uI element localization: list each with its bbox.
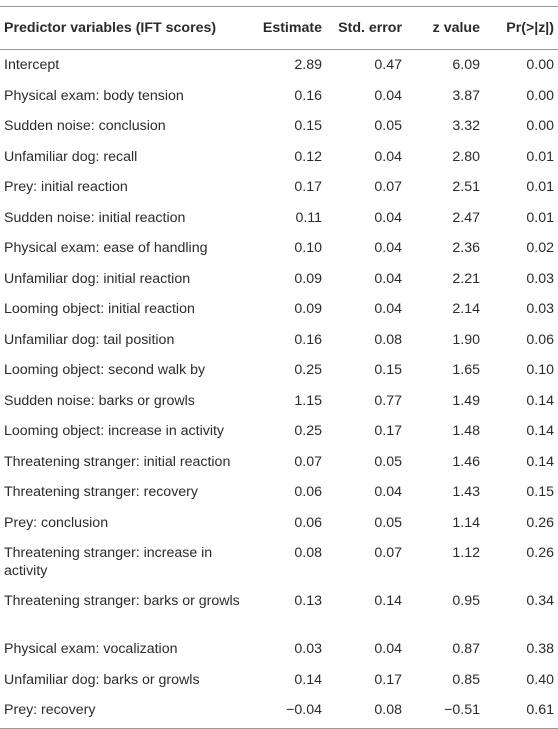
cell-estimate: 0.08 xyxy=(294,545,322,561)
cell-estimate: 0.06 xyxy=(294,514,322,531)
table-header xyxy=(0,7,558,50)
regression-table xyxy=(0,6,558,729)
table-body xyxy=(0,50,558,729)
table-row xyxy=(0,235,558,266)
cell-p-value: 0.03 xyxy=(526,270,554,287)
cell-z-value: 1.12 xyxy=(452,545,480,561)
table-row xyxy=(0,296,558,327)
cell-predictor: Threatening stranger: initial reaction xyxy=(4,453,231,470)
cell-p-value: 0.61 xyxy=(526,702,554,718)
cell-estimate: 0.13 xyxy=(294,593,322,609)
cell-estimate: 0.10 xyxy=(294,240,322,256)
cell-std-error: 0.07 xyxy=(374,179,402,195)
cell-predictor: Physical exam: ease of handling xyxy=(4,240,208,256)
cell-predictor: Threatening stranger: barks or growls xyxy=(4,593,240,609)
cell-predictor: Prey: conclusion xyxy=(4,514,109,531)
cell-p-value: 0.15 xyxy=(526,484,554,500)
table-row xyxy=(0,174,558,205)
cell-p-value: 0.14 xyxy=(526,392,554,409)
cell-z-value: −0.51 xyxy=(444,702,480,718)
cell-z-value: 1.90 xyxy=(452,331,480,348)
cell-std-error: 0.17 xyxy=(374,423,402,439)
cell-p-value: 0.01 xyxy=(526,179,554,195)
cell-estimate: 0.03 xyxy=(294,641,322,657)
cell-std-error: 0.15 xyxy=(374,362,402,378)
cell-estimate: 2.89 xyxy=(294,57,322,73)
cell-std-error: 0.07 xyxy=(374,545,402,561)
cell-z-value: 0.87 xyxy=(452,641,480,657)
cell-estimate: 0.07 xyxy=(294,453,322,470)
cell-z-value: 2.51 xyxy=(452,179,480,195)
cell-predictor: Unfamiliar dog: barks or growls xyxy=(4,671,200,688)
table-row xyxy=(0,697,558,728)
cell-predictor: Physical exam: body tension xyxy=(4,87,184,104)
header-p-value: Pr(>|z|) xyxy=(506,20,554,36)
table-row xyxy=(0,144,558,175)
cell-z-value: 1.43 xyxy=(452,484,480,500)
cell-p-value: 0.34 xyxy=(526,593,554,609)
table-row xyxy=(0,510,558,541)
cell-predictor: Looming object: initial reaction xyxy=(4,301,195,317)
cell-std-error: 0.04 xyxy=(374,87,402,104)
cell-p-value: 0.00 xyxy=(526,87,554,104)
cell-p-value: 0.26 xyxy=(526,545,554,561)
cell-predictor: Sudden noise: initial reaction xyxy=(4,209,186,226)
cell-z-value: 1.46 xyxy=(452,453,480,470)
cell-predictor: Unfamiliar dog: initial reaction xyxy=(4,270,191,287)
cell-p-value: 0.02 xyxy=(526,240,554,256)
cell-p-value: 0.01 xyxy=(526,209,554,226)
cell-p-value: 0.06 xyxy=(526,331,554,348)
cell-std-error: 0.08 xyxy=(374,331,402,348)
cell-estimate: 0.06 xyxy=(294,484,322,500)
cell-std-error: 0.04 xyxy=(374,301,402,317)
cell-predictor: Threatening stranger: increase in activity xyxy=(4,545,213,579)
cell-p-value: 0.14 xyxy=(526,423,554,439)
cell-z-value: 1.14 xyxy=(452,514,480,531)
table-row xyxy=(0,113,558,144)
table-row xyxy=(0,636,558,667)
table-row xyxy=(0,327,558,358)
cell-std-error: 0.05 xyxy=(374,118,402,134)
cell-std-error: 0.04 xyxy=(374,209,402,226)
cell-p-value: 0.00 xyxy=(526,118,554,134)
cell-predictor: Sudden noise: conclusion xyxy=(4,118,166,134)
cell-p-value: 0.40 xyxy=(526,671,554,688)
cell-p-value: 0.00 xyxy=(526,57,554,73)
cell-std-error: 0.04 xyxy=(374,240,402,256)
cell-std-error: 0.04 xyxy=(374,148,402,165)
cell-z-value: 2.80 xyxy=(452,148,480,165)
cell-predictor: Prey: recovery xyxy=(4,702,96,718)
header-predictor: Predictor variables (IFT scores) xyxy=(4,20,217,36)
cell-estimate: 0.12 xyxy=(294,148,322,165)
cell-predictor: Unfamiliar dog: tail position xyxy=(4,331,175,348)
cell-estimate: 0.16 xyxy=(294,331,322,348)
table-row xyxy=(0,479,558,510)
cell-std-error: 0.17 xyxy=(374,671,402,688)
table-row xyxy=(0,266,558,297)
cell-estimate: 0.09 xyxy=(294,301,322,317)
cell-estimate: 0.17 xyxy=(294,179,322,195)
table-row xyxy=(0,588,558,636)
table-row xyxy=(0,449,558,480)
cell-estimate: −0.04 xyxy=(286,702,322,718)
cell-std-error: 0.08 xyxy=(374,702,402,718)
cell-z-value: 2.14 xyxy=(452,301,480,317)
cell-z-value: 3.32 xyxy=(452,118,480,134)
cell-estimate: 0.25 xyxy=(294,423,322,439)
cell-predictor: Intercept xyxy=(4,57,60,73)
cell-z-value: 0.95 xyxy=(452,593,480,609)
cell-std-error: 0.04 xyxy=(374,484,402,500)
cell-z-value: 2.36 xyxy=(452,240,480,256)
cell-estimate: 1.15 xyxy=(294,392,322,409)
header-estimate: Estimate xyxy=(262,20,322,36)
cell-p-value: 0.01 xyxy=(526,148,554,165)
cell-z-value: 6.09 xyxy=(452,57,480,73)
cell-predictor: Looming object: increase in activity xyxy=(4,423,225,439)
cell-std-error: 0.77 xyxy=(374,392,402,409)
cell-estimate: 0.15 xyxy=(294,118,322,134)
cell-p-value: 0.10 xyxy=(526,362,554,378)
cell-std-error: 0.04 xyxy=(374,641,402,657)
table-row xyxy=(0,83,558,114)
cell-predictor: Prey: initial reaction xyxy=(4,179,128,195)
cell-predictor: Threatening stranger: recovery xyxy=(4,484,198,500)
cell-estimate: 0.25 xyxy=(294,362,322,378)
table-row xyxy=(0,50,558,83)
header-z-value: z value xyxy=(432,20,480,36)
table-row xyxy=(0,205,558,236)
header-row xyxy=(0,7,558,50)
header-std-error: Std. error xyxy=(338,20,402,36)
cell-std-error: 0.47 xyxy=(374,57,402,73)
cell-estimate: 0.09 xyxy=(294,270,322,287)
cell-p-value: 0.26 xyxy=(526,514,554,531)
table-row xyxy=(0,667,558,698)
cell-predictor: Physical exam: vocalization xyxy=(4,641,178,657)
cell-z-value: 1.49 xyxy=(452,392,480,409)
cell-z-value: 3.87 xyxy=(452,87,480,104)
cell-z-value: 1.65 xyxy=(452,362,480,378)
cell-std-error: 0.05 xyxy=(374,514,402,531)
cell-predictor: Unfamiliar dog: recall xyxy=(4,148,138,165)
cell-std-error: 0.05 xyxy=(374,453,402,470)
cell-estimate: 0.14 xyxy=(294,671,322,688)
table-row xyxy=(0,540,558,588)
cell-p-value: 0.38 xyxy=(526,641,554,657)
cell-z-value: 1.48 xyxy=(452,423,480,439)
cell-estimate: 0.16 xyxy=(294,87,322,104)
cell-estimate: 0.11 xyxy=(295,209,322,226)
cell-predictor: Looming object: second walk by xyxy=(4,362,206,378)
cell-p-value: 0.14 xyxy=(526,453,554,470)
table-row xyxy=(0,388,558,419)
cell-z-value: 2.21 xyxy=(452,270,480,287)
table-row xyxy=(0,357,558,388)
cell-z-value: 0.85 xyxy=(452,671,480,688)
cell-z-value: 2.47 xyxy=(452,209,480,226)
cell-predictor: Sudden noise: barks or growls xyxy=(4,392,195,409)
cell-std-error: 0.04 xyxy=(374,270,402,287)
table-row xyxy=(0,418,558,449)
cell-p-value: 0.03 xyxy=(526,301,554,317)
cell-std-error: 0.14 xyxy=(374,593,402,609)
